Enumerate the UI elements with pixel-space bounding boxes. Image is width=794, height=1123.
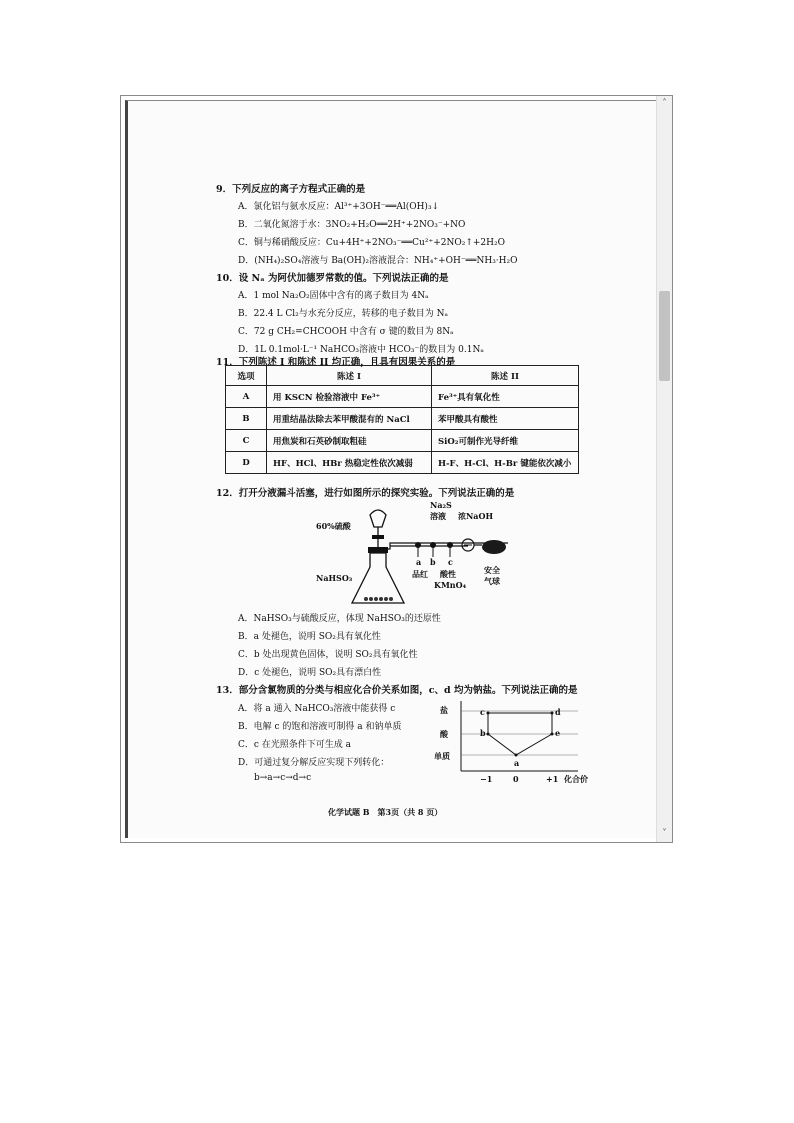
q10-option-b: B．22.4 L Cl₂与水充分反应，转移的电子数目为 Nₐ xyxy=(238,309,448,319)
chlorine-valence-graph xyxy=(458,699,582,775)
table-header-cell: 选项 xyxy=(226,366,267,386)
table-row xyxy=(226,386,579,408)
q9-option-a: A．氯化铝与氨水反应：Al³⁺+3OH⁻══Al(OH)₃↓ xyxy=(238,202,440,212)
q13-option-c: C．c 在光照条件下可生成 a xyxy=(238,740,352,750)
kmno4-label-2: KMnO₄ xyxy=(434,580,467,590)
graph-point-b: b xyxy=(480,728,486,738)
graph-xlabel-plus1: +1 xyxy=(546,774,559,784)
q11-stem: 11．下列陈述 I 和陈述 II 均正确，且具有因果关系的是 xyxy=(216,357,456,368)
graph-point-e: e xyxy=(555,728,561,738)
table-cell: 用重结晶法除去苯甲酸混有的 NaCl xyxy=(267,408,432,430)
q13-option-d-chain: b→a→c→d→c xyxy=(254,773,312,783)
table-row xyxy=(226,408,579,430)
na2s-label-2: 溶液 xyxy=(430,511,446,521)
graph-xaxis-title: 化合价 xyxy=(564,774,588,784)
naoh-label: 浓NaOH xyxy=(458,511,494,521)
table-cell: HF、HCl、HBr 热稳定性依次减弱 xyxy=(267,452,432,474)
table-header-row xyxy=(226,366,579,386)
point-b-label: b xyxy=(430,557,436,567)
point-c-label: c xyxy=(448,557,453,567)
q10-option-a: A．1 mol Na₂O₂固体中含有的离子数目为 4Nₐ xyxy=(238,291,429,301)
table-cell: D xyxy=(226,452,267,474)
graph-point-c: c xyxy=(480,707,485,717)
graph-ylabel-element: 单质 xyxy=(434,751,450,761)
pinhong-label: 品红 xyxy=(412,569,428,579)
table-cell: A xyxy=(226,386,267,408)
page-footer: 化学试题 B 第3页（共 8 页） xyxy=(328,807,443,817)
q9-stem: 9．下列反应的离子方程式正确的是 xyxy=(216,184,366,195)
acid-label: 60%硫酸 xyxy=(316,521,351,531)
q11-table xyxy=(225,365,579,474)
vertical-scrollbar[interactable] xyxy=(656,96,672,842)
table-cell: Fe³⁺具有氧化性 xyxy=(432,386,579,408)
q13-stem: 13．部分含氯物质的分类与相应化合价关系如图，c、d 均为钠盐。下列说法正确的是 xyxy=(216,685,578,696)
q13-option-b: B．电解 c 的饱和溶液可制得 a 和钠单质 xyxy=(238,722,402,732)
table-row xyxy=(226,452,579,474)
table-cell: C xyxy=(226,430,267,452)
scroll-thumb[interactable] xyxy=(659,291,670,381)
q9-option-b: B．二氧化氮溶于水：3NO₂+H₂O══2H⁺+2NO₃⁻+NO xyxy=(238,220,466,230)
graph-xlabel-0: 0 xyxy=(513,774,519,784)
q12-option-d: D．c 处褪色，说明 SO₂具有漂白性 xyxy=(238,668,382,678)
q9-option-d: D．(NH₄)₂SO₄溶液与 Ba(OH)₂溶液混合：NH₄⁺+OH⁻══NH₃·H₂O xyxy=(238,256,518,266)
table-cell: H-F、H-Cl、H-Br 键能依次减小 xyxy=(432,452,579,474)
q13-option-a: A．将 a 通入 NaHCO₃溶液中能获得 c xyxy=(238,704,396,714)
q12-stem: 12．打开分液漏斗活塞，进行如图所示的探究实验。下列说法正确的是 xyxy=(216,488,515,499)
table-cell: 用 KSCN 检验溶液中 Fe³⁺ xyxy=(267,386,432,408)
graph-point-d: d xyxy=(555,707,561,717)
kmno4-label-1: 酸性 xyxy=(440,569,456,579)
graph-xlabel-minus1: −1 xyxy=(480,774,493,784)
table-row xyxy=(226,430,579,452)
table-header-cell: 陈述 II xyxy=(432,366,579,386)
table-header-cell: 陈述 I xyxy=(267,366,432,386)
table-cell: SiO₂可制作光导纤维 xyxy=(432,430,579,452)
q10-option-c: C．72 g CH₂=CHCOOH 中含有 σ 键的数目为 8Nₐ xyxy=(238,327,454,337)
point-a-label: a xyxy=(416,557,422,567)
scanned-page xyxy=(125,100,656,838)
balloon-label-1: 安全 xyxy=(484,565,500,575)
q10-stem: 10．设 Nₐ 为阿伏加德罗常数的值。下列说法正确的是 xyxy=(216,273,449,284)
table-cell: 用焦炭和石英砂制取粗硅 xyxy=(267,430,432,452)
q13-option-d: D．可通过复分解反应实现下列转化： xyxy=(238,758,390,768)
table-cell: B xyxy=(226,408,267,430)
q12-option-c: C．b 处出现黄色固体，说明 SO₂具有氧化性 xyxy=(238,650,418,660)
nahso3-label: NaHSO₃ xyxy=(316,573,353,583)
table-cell: 苯甲酸具有酸性 xyxy=(432,408,579,430)
graph-ylabel-acid: 酸 xyxy=(440,729,448,739)
na2s-label-1: Na₂S xyxy=(430,500,452,510)
q9-option-c: C．铜与稀硝酸反应：Cu+4H⁺+2NO₃⁻══Cu²⁺+2NO₂↑+2H₂O xyxy=(238,238,505,248)
q12-option-b: B．a 处褪色，说明 SO₂具有氧化性 xyxy=(238,632,381,642)
scroll-down-icon[interactable]: ˅ xyxy=(662,829,667,839)
graph-ylabel-salt: 盐 xyxy=(440,705,448,715)
graph-point-a: a xyxy=(514,758,520,768)
document-viewer xyxy=(120,95,673,843)
scroll-up-icon[interactable]: ˄ xyxy=(662,99,667,109)
balloon-label-2: 气球 xyxy=(484,576,500,586)
q12-option-a: A．NaHSO₃与硫酸反应，体现 NaHSO₃的还原性 xyxy=(238,614,441,624)
q10-option-d: D．1L 0.1mol·L⁻¹ NaHCO₃溶液中 HCO₃⁻的数目为 0.1Nₐ xyxy=(238,345,484,355)
